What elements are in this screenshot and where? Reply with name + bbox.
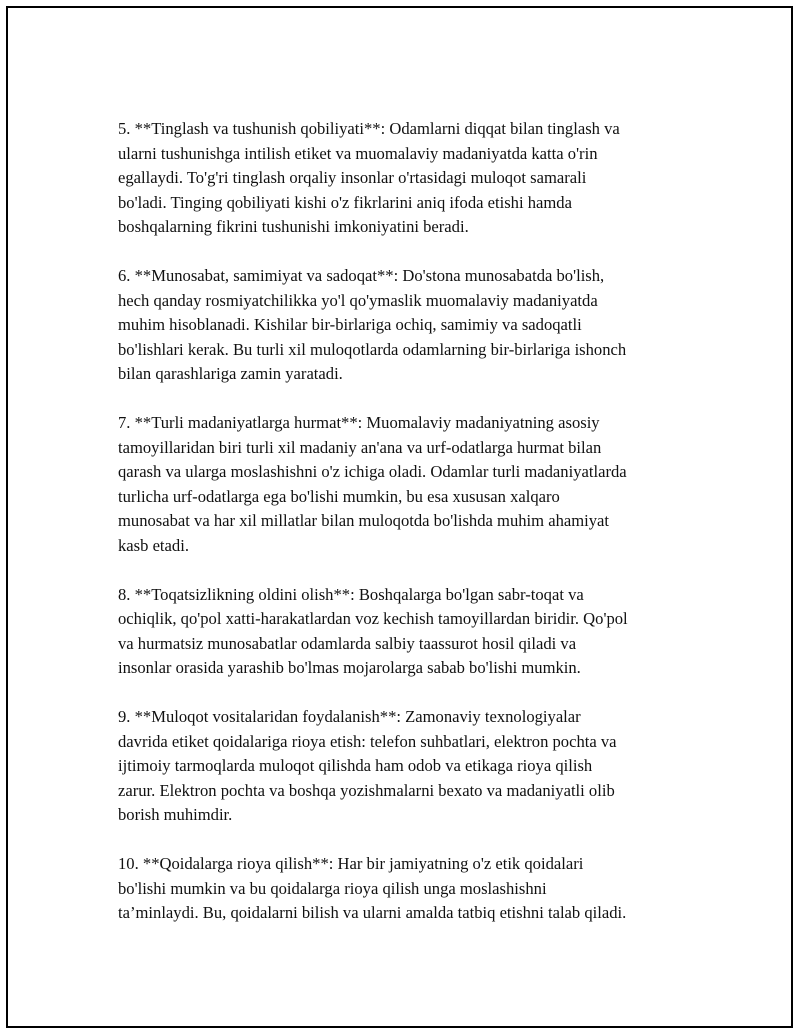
paragraph-10-following-rules: 10. **Qoidalarga rioya qilish**: Har bir jamiyatning o'z etik qoidalari bo'lishi mumkin va bu qoidalarga rioya qilish unga moslashishni ta’minlaydi. Bu, qoidalarni bilish va ularni amalda tatbiq etishni talab qiladi. (118, 854, 627, 922)
paragraph-5-listening: 5. **Tinglash va tushunish qobiliyati**: Odamlarni diqqat bilan tinglash va ularni tushunishga intilish etiket va muomalaviy madaniyatda katta o'rin egallaydi. To'g'ri tinglash orqaliy insonlar o'rtasidagi muloqot samarali bo'ladi. Tinging qobiliyati kishi o'z fikrlarini aniq ifoda etishi hamda boshqalarning fikrini tushunishi imkoniyatini beradi. (118, 119, 620, 236)
paragraph-8-tolerance: 8. **Toqatsizlikning oldini olish**: Boshqalarga bo'lgan sabr-toqat va ochiqlik, qo'pol xatti-harakatlardan voz kechish tamoyillardan biridir. Qo'pol va hurmatsiz munosabatlar odamlarda salbiy taassurot hosil qiladi va insonlar orasida yarashib bo'lmas mojarolarga sabab bo'lishi mumkin. (118, 584, 628, 677)
paragraph-6-sincerity: 6. **Munosabat, samimiyat va sadoqat**: Do'stona munosabatda bo'lish, hech qanday rosmiyatchilikka yo'l qo'ymaslik muomalaviy madaniyatda muhim hisoblanadi. Kishilar bir-birlariga ochiq, samimiy va sadoqatli bo'lishlari kerak. Bu turli xil muloqotlarda odamlarning bir-birlariga ishonch bilan qarashlariga zamin yaratadi. (118, 266, 627, 383)
document-body (118, 117, 693, 950)
paragraph-7-cultural-respect: 7. **Turli madaniyatlarga hurmat**: Muomalaviy madaniyatning asosiy tamoyillaridan biri turli xil madaniy an'ana va urf-odatlarga hurmat bilan qarash va ularga moslashishni o'z ichiga oladi. Odamlar turli madaniyatlarda turlicha urf-odatlarga ega bo'lishi mumkin, bu esa xususan xalqaro munosabat va har xil millatlar bilan muloqotda bo'lishda muhim ahamiyat kasb etadi. (118, 413, 627, 555)
paragraph-9-communication-tools: 9. **Muloqot vositalaridan foydalanish**: Zamonaviy texnologiyalar davrida etiket qoidalariga rioya etish: telefon suhbatlari, elektron pochta va ijtimoiy tarmoqlarda muloqot qilishda ham odob va etikaga rioya qilish zarur. Elektron pochta va boshqa yozishmalarni bexato va madaniyatli olib borish muhimdir. (118, 707, 617, 824)
